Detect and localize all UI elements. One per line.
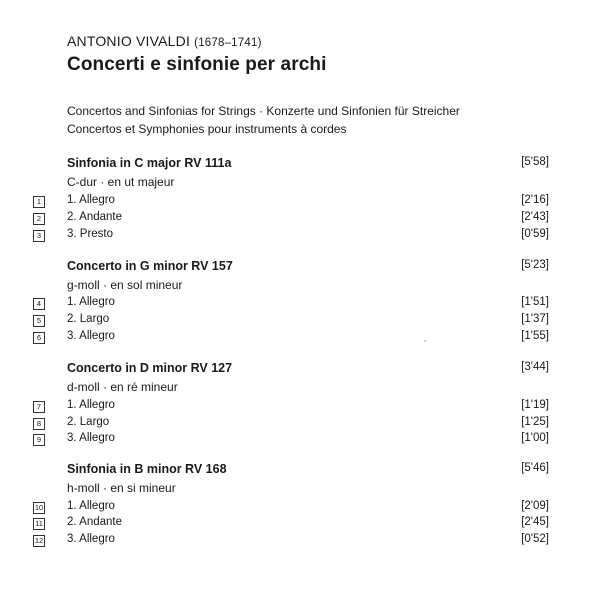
track-row	[0, 399, 600, 416]
page-title: Concerti e sinfonie per archi	[67, 54, 327, 75]
subtitle-fr: Concertos et Symphonies pour instruments à cordes	[67, 122, 347, 136]
track-row	[0, 330, 600, 347]
track-row	[0, 533, 600, 550]
track-number: 7	[33, 401, 45, 413]
speck-mark	[424, 340, 426, 342]
track-number: 11	[33, 518, 45, 530]
track-duration: [1'25]	[521, 416, 549, 428]
track-label: 3. Allegro	[67, 533, 115, 545]
work-duration: [5'58]	[521, 156, 549, 168]
track-row	[0, 228, 600, 245]
track-label: 1. Allegro	[67, 500, 115, 512]
track-row	[0, 194, 600, 211]
track-duration: [2'43]	[521, 211, 549, 223]
track-duration: [1'19]	[521, 399, 549, 411]
work-title: Sinfonia in B minor RV 168	[67, 462, 227, 476]
track-duration: [2'16]	[521, 194, 549, 206]
track-row	[0, 416, 600, 433]
work-keys: h-moll · en si mineur	[67, 481, 176, 495]
track-number: 5	[33, 315, 45, 327]
track-number: 6	[33, 332, 45, 344]
work-keys: C-dur · en ut majeur	[67, 175, 175, 189]
composer-dates: (1678–1741)	[194, 37, 262, 49]
work-duration: [3'44]	[521, 361, 549, 373]
track-duration: [0'59]	[521, 228, 549, 240]
track-row	[0, 432, 600, 449]
track-number: 10	[34, 503, 44, 512]
track-number: 2	[33, 213, 45, 225]
track-number: 3	[33, 230, 45, 242]
track-duration: [2'09]	[521, 500, 549, 512]
track-row	[0, 516, 600, 533]
track-number: 8	[33, 418, 45, 430]
track-label: 2. Largo	[67, 313, 110, 325]
track-duration: [0'52]	[521, 533, 549, 545]
work-title: Concerto in G minor RV 157	[67, 259, 233, 273]
track-label: 1. Allegro	[67, 399, 115, 411]
track-label: 2. Andante	[67, 516, 122, 528]
track-duration: [1'00]	[521, 432, 549, 444]
subtitle-en-de: Concertos and Sinfonias for Strings · Konzerte und Sinfonien für Streicher	[67, 104, 460, 118]
track-duration: [2'45]	[521, 516, 549, 528]
composer-line	[67, 33, 262, 49]
track-label: 1. Allegro	[67, 296, 115, 308]
work-duration: [5'23]	[521, 259, 549, 271]
track-duration: [1'55]	[521, 330, 549, 342]
track-label: 3. Allegro	[67, 330, 115, 342]
work-duration: [5'46]	[521, 462, 549, 474]
work-keys: g-moll · en sol mineur	[67, 278, 183, 292]
track-row	[0, 313, 600, 330]
track-label: 1. Allegro	[67, 194, 115, 206]
work-title: Sinfonia in C major RV 111a	[67, 156, 232, 170]
track-number: 12	[34, 536, 44, 545]
work-title: Concerto in D minor RV 127	[67, 361, 233, 375]
track-duration: [1'51]	[521, 296, 549, 308]
track-number: 9	[33, 434, 45, 446]
track-row	[0, 211, 600, 228]
track-row	[0, 500, 600, 517]
track-label: 3. Allegro	[67, 432, 115, 444]
track-label: 2. Largo	[67, 416, 110, 428]
work-keys: d-moll · en ré mineur	[67, 380, 178, 394]
track-label: 2. Andante	[67, 211, 122, 223]
track-label: 3. Presto	[67, 228, 114, 240]
composer-name: ANTONIO VIVALDI	[67, 33, 191, 49]
track-duration: [1'37]	[521, 313, 549, 325]
track-row	[0, 296, 600, 313]
track-number: 1	[33, 196, 45, 208]
track-number: 4	[33, 298, 45, 310]
